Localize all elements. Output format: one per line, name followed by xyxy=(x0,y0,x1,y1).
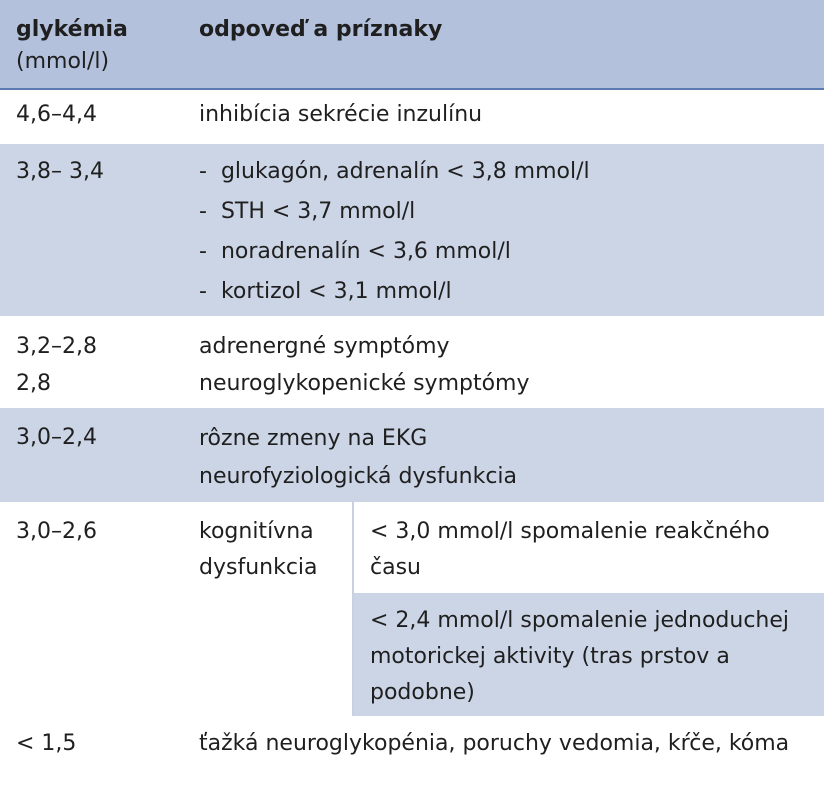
row-response xyxy=(199,328,809,402)
header-glycemia xyxy=(16,12,184,80)
glycemia-line: 3,2–2,8 xyxy=(16,334,97,359)
response-line: neurofyziologická dysfunkcia xyxy=(199,464,518,489)
header-response: odpoveď a príznaky xyxy=(199,17,443,42)
row-sub-response: < 3,0 mmol/l spomalenie reakčného času xyxy=(370,519,770,580)
row-glycemia: 4,6–4,4 xyxy=(16,102,97,127)
list-item: - kortizol < 3,1 mmol/l xyxy=(199,272,809,312)
row-response-list xyxy=(199,152,809,312)
row-glycemia: 3,0–2,4 xyxy=(16,425,97,450)
response-line: adrenergné symptómy xyxy=(199,334,450,359)
header-glycemia-title: glykémia xyxy=(16,17,128,42)
row-glycemia: 3,0–2,6 xyxy=(16,519,97,544)
header-glycemia-unit: (mmol/l) xyxy=(16,49,110,74)
row-glycemia xyxy=(16,328,184,402)
list-item: - glukagón, adrenalín < 3,8 mmol/l xyxy=(199,152,809,192)
response-line: neuroglykopenické symptómy xyxy=(199,371,530,396)
row-response: inhibícia sekrécie inzulínu xyxy=(199,102,483,127)
glycemia-line: 2,8 xyxy=(16,371,51,396)
row-glycemia: < 1,5 xyxy=(16,731,77,756)
list-item: - STH < 3,7 mmol/l xyxy=(199,192,809,232)
row-glycemia: 3,8– 3,4 xyxy=(16,159,104,184)
row-category: kognitívna dysfunkcia xyxy=(199,519,318,580)
response-line: rôzne zmeny na EKG xyxy=(199,426,428,451)
list-item: - noradrenalín < 3,6 mmol/l xyxy=(199,232,809,272)
row-response: ťažká neuroglykopénia, poruchy vedomia, kŕče, kóma xyxy=(199,731,790,756)
row-sub-response: < 2,4 mmol/l spomalenie jednoduchej motorickej aktivity (tras prstov a podobne) xyxy=(370,608,789,705)
row-response xyxy=(199,420,809,496)
